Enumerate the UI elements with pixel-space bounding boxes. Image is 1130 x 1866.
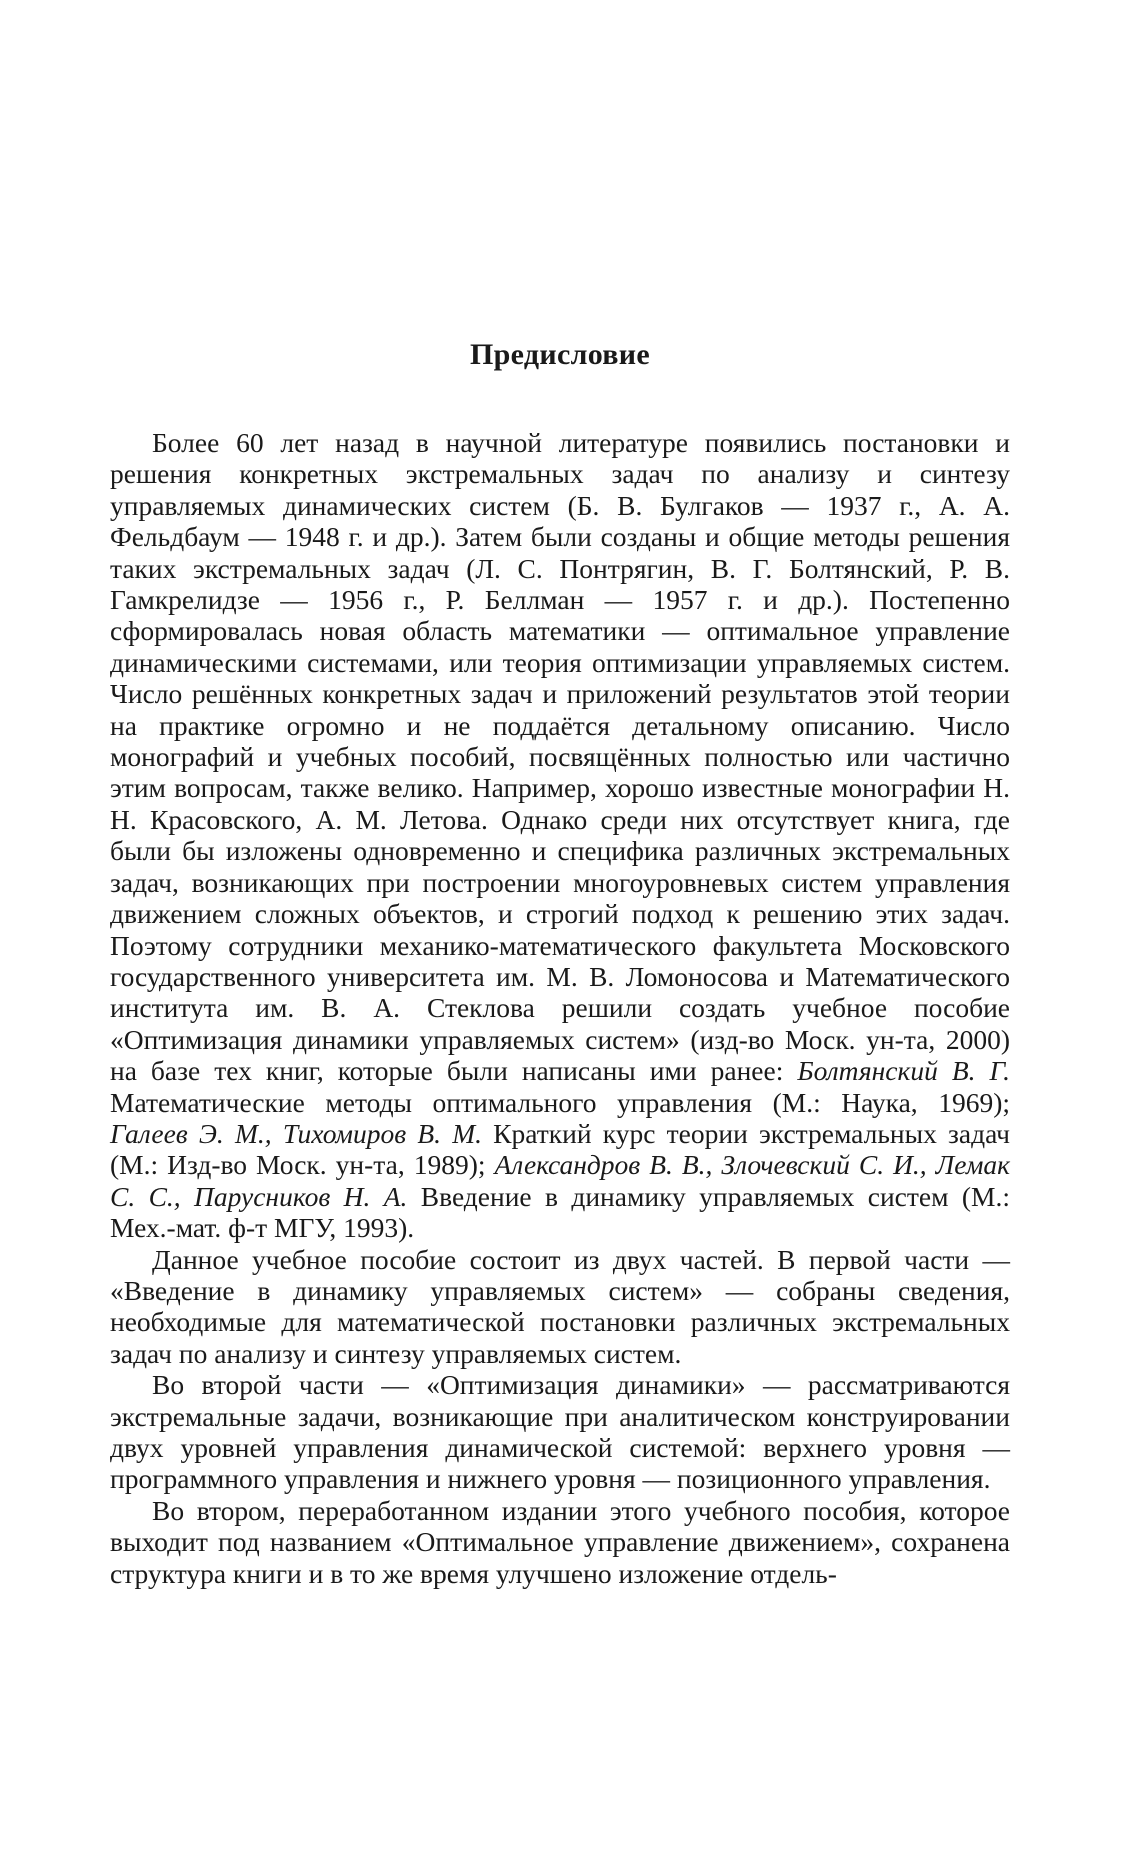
italic-author-name: Александров В. В., Злочевский С. И., Лемак С. С., Парусников Н. А. <box>110 1149 1010 1212</box>
paragraph <box>110 1495 1010 1589</box>
text-run: Более 60 лет назад в научной литературе появились постановки и решения конкретных экстремальных задач по анализу и синтезу управляемых динамических систем (Б. В. Булгаков — 1937 г., А. А. Фельдбаум — 1948 г. и др.). Затем были созданы и общие методы решения таких экстремальных задач (Л. С. Понтрягин, В. Г. Болтянский, Р. В. Гамкрелидзе — 1956 г., Р. Беллман — 1957 г. и др.). Постепенно сформировалась новая область математики — оптимальное управление динамическими системами, или теория оптимизации управляемых систем. Число решённых конкретных задач и приложений результатов этой теории на практике огромно и не поддаётся детальному описанию. Число монографий и учебных пособий, посвящённых полностью или частично этим вопросам, также велико. Например, хорошо известные монографии Н. Н. Красовского, А. М. Летова. Однако среди них отсутствует книга, где были бы изложены одновременно и специфика различных экстремальных задач, возникающих при построении многоуровневых систем управления движением сложных объектов, и строгий подход к решению этих задач. Поэтому сотрудники механико-математического факультета Московского государственного университета им. М. В. Ломоносова и Математического института им. В. А. Стеклова решили создать учебное пособие «Оптимизация динамики управляемых систем» (изд-во Моск. ун-та, 2000) на базе тех книг, которые были написаны ими ранее: <box>110 427 1010 1087</box>
text-run: Математические методы оптимального управления (М.: Наука, 1969); <box>110 1086 1010 1118</box>
italic-author-name: Галеев Э. М., Тихомиров В. М. <box>110 1117 482 1149</box>
page-title: Предисловие <box>470 338 650 371</box>
paragraph <box>110 1244 1010 1370</box>
book-page <box>110 0 1010 1866</box>
preface-body <box>110 427 1010 1589</box>
text-run: Данное учебное пособие состоит из двух частей. В первой части — «Введение в динамику управляемых систем» — собраны сведения, необходимые для математической постановки различных экстремальных задач по анализу и синтезу управляемых систем. <box>110 1243 1010 1369</box>
text-run: Краткий курс теории экстремальных задач (М.: Изд-во Моск. ун-та, 1989); <box>110 1117 1011 1181</box>
paragraph <box>110 427 1010 1244</box>
text-run: Во второй части — «Оптимизация динамики» — рассматриваются экстремальные задачи, возникающие при аналитическом конструировании двух уровней управления динамической системой: верхнего уровня — программного управления и нижнего уровня — позиционного управления. <box>110 1369 1010 1495</box>
text-run: Введение в динамику управляемых систем (М.: Мех.-мат. ф-т МГУ, 1993). <box>110 1180 1010 1244</box>
italic-author-name: Болтянский В. Г. <box>797 1055 1010 1087</box>
text-run: Во втором, переработанном издании этого учебного пособия, которое выходит под названием «Оптимальное управление движением», сохранена структура книги и в то же время улучшено изложение отдель- <box>110 1494 1010 1589</box>
paragraph <box>110 1369 1010 1495</box>
